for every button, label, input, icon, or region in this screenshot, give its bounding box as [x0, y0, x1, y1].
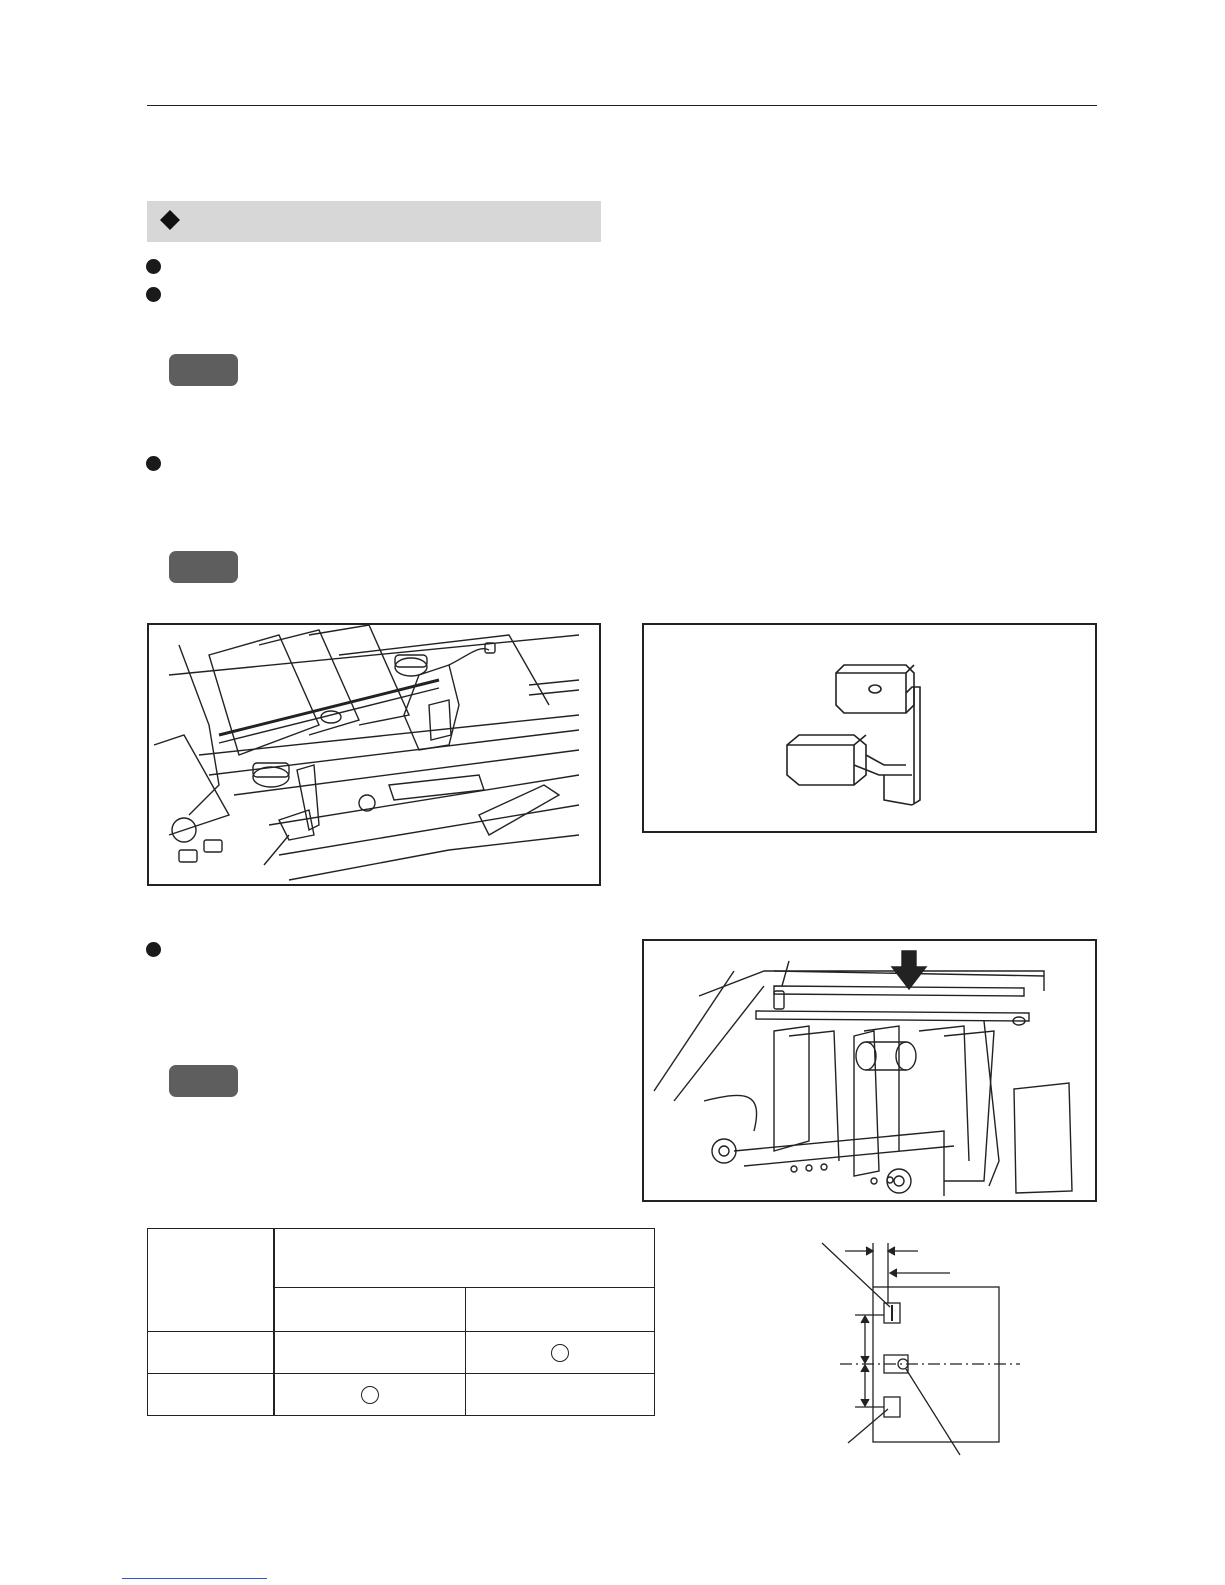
circle-mark-icon	[551, 1344, 569, 1362]
settings-table	[147, 1228, 655, 1416]
note-badge	[169, 551, 238, 583]
footer-link-underline	[122, 1578, 267, 1579]
bullet-icon	[146, 259, 161, 274]
table-col1-header	[274, 1288, 466, 1332]
row-header	[148, 1332, 275, 1374]
circle-mark-icon	[361, 1386, 379, 1404]
table-cell	[466, 1374, 655, 1416]
bullet-icon	[146, 942, 161, 957]
bullet-icon	[146, 287, 161, 302]
note-badge	[169, 1065, 238, 1097]
table-cell	[466, 1332, 655, 1374]
tray-guide-illustration	[642, 939, 1097, 1202]
table-group-header	[274, 1229, 655, 1288]
bullet-icon	[146, 456, 161, 471]
table-cell	[274, 1332, 466, 1374]
mark-position-diagram	[800, 1235, 1040, 1470]
feeder-tray-illustration	[147, 623, 601, 886]
table-row	[148, 1332, 655, 1374]
row-header	[148, 1374, 275, 1416]
table-col2-header	[466, 1288, 655, 1332]
table-cell	[274, 1374, 466, 1416]
section-header-bar	[147, 201, 601, 242]
note-badge	[169, 354, 238, 386]
table-corner-cell	[148, 1229, 275, 1332]
jig-illustration	[642, 623, 1097, 833]
table-row	[148, 1374, 655, 1416]
header-rule	[147, 105, 1097, 106]
diamond-icon	[160, 210, 180, 230]
